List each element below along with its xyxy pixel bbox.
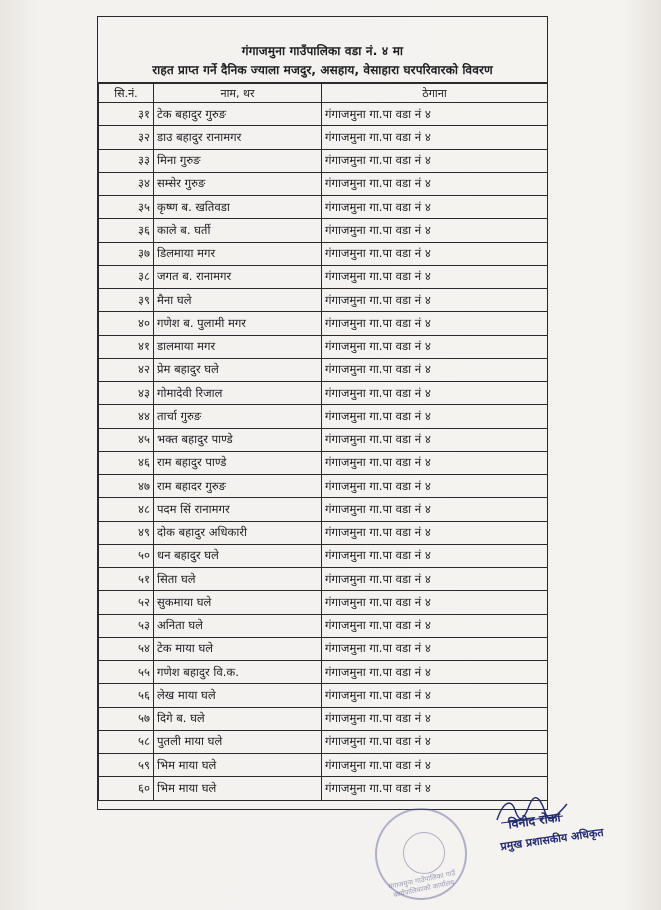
serial-number-cell: ३८ bbox=[99, 265, 154, 288]
serial-number-cell: ४२ bbox=[99, 358, 154, 381]
name-cell: गोमादेवी रिजाल bbox=[154, 382, 322, 405]
address-cell: गंगाजमुना गा.पा वडा नं ४ bbox=[322, 382, 548, 405]
serial-number-cell: ४१ bbox=[99, 335, 154, 358]
table-row bbox=[99, 172, 548, 195]
address-cell: गंगाजमुना गा.पा वडा नं ४ bbox=[322, 684, 548, 707]
table-row bbox=[99, 428, 548, 451]
serial-number-cell: ३२ bbox=[99, 126, 154, 149]
table-row bbox=[99, 265, 548, 288]
serial-number-cell: ५४ bbox=[99, 637, 154, 660]
address-cell: गंगाजमुना गा.पा वडा नं ४ bbox=[322, 707, 548, 730]
address-cell: गंगाजमुना गा.पा वडा नं ४ bbox=[322, 614, 548, 637]
table-row bbox=[99, 289, 548, 312]
table-row bbox=[99, 451, 548, 474]
address-cell: गंगाजमुना गा.पा वडा नं ४ bbox=[322, 730, 548, 753]
table-row bbox=[99, 149, 548, 172]
table-row bbox=[99, 777, 548, 800]
name-cell: सम्सेर गुरुङ bbox=[154, 172, 322, 195]
table-row bbox=[99, 637, 548, 660]
address-cell: गंगाजमुना गा.पा वडा नं ४ bbox=[322, 544, 548, 567]
serial-number-cell: ३४ bbox=[99, 172, 154, 195]
address-cell: गंगाजमुना गा.पा वडा नं ४ bbox=[322, 498, 548, 521]
address-cell: गंगाजमुना गा.पा वडा नं ४ bbox=[322, 289, 548, 312]
table-row bbox=[99, 103, 548, 126]
table-row bbox=[99, 614, 548, 637]
serial-number-cell: ५९ bbox=[99, 754, 154, 777]
address-cell: गंगाजमुना गा.पा वडा नं ४ bbox=[322, 661, 548, 684]
name-cell: गणेश ब. पुलामी मगर bbox=[154, 312, 322, 335]
name-cell: कृष्ण ब. खतिवडा bbox=[154, 196, 322, 219]
name-cell: मिना गुरुङ bbox=[154, 149, 322, 172]
table-row bbox=[99, 661, 548, 684]
address-cell: गंगाजमुना गा.पा वडा नं ४ bbox=[322, 475, 548, 498]
serial-number-cell: ५१ bbox=[99, 568, 154, 591]
table-row bbox=[99, 568, 548, 591]
table-row bbox=[99, 591, 548, 614]
serial-number-cell: ३७ bbox=[99, 242, 154, 265]
address-cell: गंगाजमुना गा.पा वडा नं ४ bbox=[322, 335, 548, 358]
table-row bbox=[99, 405, 548, 428]
serial-number-cell: ४७ bbox=[99, 475, 154, 498]
table-row bbox=[99, 196, 548, 219]
address-cell: गंगाजमुना गा.पा वडा नं ४ bbox=[322, 126, 548, 149]
name-cell: भक्त बहादुर पाण्डे bbox=[154, 428, 322, 451]
address-cell: गंगाजमुना गा.पा वडा नं ४ bbox=[322, 451, 548, 474]
name-cell: टेक बहादुर गुरुङ bbox=[154, 103, 322, 126]
serial-number-cell: ३५ bbox=[99, 196, 154, 219]
document-header bbox=[98, 17, 547, 83]
name-cell: भिम माया घले bbox=[154, 777, 322, 800]
address-cell: गंगाजमुना गा.पा वडा नं ४ bbox=[322, 358, 548, 381]
serial-number-cell: ५५ bbox=[99, 661, 154, 684]
serial-number-cell: ५७ bbox=[99, 707, 154, 730]
serial-number-cell: ३३ bbox=[99, 149, 154, 172]
name-cell: प्रेम बहादुर घले bbox=[154, 358, 322, 381]
signer-name: विनोद रोका bbox=[507, 809, 562, 832]
name-cell: लेख माया घले bbox=[154, 684, 322, 707]
office-stamp bbox=[375, 808, 467, 900]
name-cell: मैना घले bbox=[154, 289, 322, 312]
serial-number-cell: ५६ bbox=[99, 684, 154, 707]
serial-number-cell: ३९ bbox=[99, 289, 154, 312]
address-cell: गंगाजमुना गा.पा वडा नं ४ bbox=[322, 428, 548, 451]
name-cell: दोक बहादुर अधिकारी bbox=[154, 521, 322, 544]
name-cell: पदम सिं रानामगर bbox=[154, 498, 322, 521]
name-cell: तार्चा गुरुङ bbox=[154, 405, 322, 428]
stamp-text: गंगाजमुना गाउँपालिका गाउँ कार्यपालिकाको कार्यालय bbox=[387, 869, 457, 900]
serial-number-cell: ४६ bbox=[99, 451, 154, 474]
address-cell: गंगाजमुना गा.पा वडा नं ४ bbox=[322, 754, 548, 777]
serial-number-cell: ४८ bbox=[99, 498, 154, 521]
serial-number-cell: ४४ bbox=[99, 405, 154, 428]
name-cell: टेक माया घले bbox=[154, 637, 322, 660]
address-cell: गंगाजमुना गा.पा वडा नं ४ bbox=[322, 637, 548, 660]
table-row bbox=[99, 521, 548, 544]
serial-number-cell: ४३ bbox=[99, 382, 154, 405]
table-row bbox=[99, 475, 548, 498]
address-cell: गंगाजमुना गा.पा वडा नं ४ bbox=[322, 591, 548, 614]
table-row bbox=[99, 684, 548, 707]
address-cell: गंगाजमुना गा.पा वडा नं ४ bbox=[322, 777, 548, 800]
address-cell: गंगाजमुना गा.पा वडा नं ४ bbox=[322, 219, 548, 242]
name-cell: राम बहादर गुरुङ bbox=[154, 475, 322, 498]
address-cell: गंगाजमुना गा.पा वडा नं ४ bbox=[322, 242, 548, 265]
header-address: ठेगाना bbox=[322, 84, 548, 103]
address-cell: गंगाजमुना गा.पा वडा नं ४ bbox=[322, 103, 548, 126]
table-row bbox=[99, 707, 548, 730]
name-cell: पुतली माया घले bbox=[154, 730, 322, 753]
serial-number-cell: ५८ bbox=[99, 730, 154, 753]
table-row bbox=[99, 382, 548, 405]
name-cell: राम बहादुर पाण्डे bbox=[154, 451, 322, 474]
address-cell: गंगाजमुना गा.पा वडा नं ४ bbox=[322, 172, 548, 195]
table-row bbox=[99, 754, 548, 777]
name-cell: अनिता घले bbox=[154, 614, 322, 637]
table-row bbox=[99, 312, 548, 335]
name-cell: काले ब. घर्ती bbox=[154, 219, 322, 242]
document-sheet bbox=[97, 16, 548, 810]
address-cell: गंगाजमुना गा.पा वडा नं ४ bbox=[322, 568, 548, 591]
document-title: गंगाजमुना गाउँपालिका वडा नं. ४ मा bbox=[241, 44, 404, 58]
table-row bbox=[99, 544, 548, 567]
table-row bbox=[99, 498, 548, 521]
address-cell: गंगाजमुना गा.पा वडा नं ४ bbox=[322, 521, 548, 544]
beneficiary-table bbox=[98, 83, 548, 801]
name-cell: धन बहादुर घले bbox=[154, 544, 322, 567]
table-row bbox=[99, 730, 548, 753]
serial-number-cell: ५० bbox=[99, 544, 154, 567]
serial-number-cell: ३६ bbox=[99, 219, 154, 242]
table-row bbox=[99, 358, 548, 381]
serial-number-cell: ५२ bbox=[99, 591, 154, 614]
name-cell: गणेश बहादुर वि.क. bbox=[154, 661, 322, 684]
signer-title: प्रमुख प्रशासकीय अधिकृत bbox=[499, 825, 605, 854]
table-row bbox=[99, 126, 548, 149]
header-name: नाम, थर bbox=[154, 84, 322, 103]
table-header-row bbox=[99, 84, 548, 103]
table-row bbox=[99, 219, 548, 242]
name-cell: जगत ब. रानामगर bbox=[154, 265, 322, 288]
serial-number-cell: ३१ bbox=[99, 103, 154, 126]
document-subtitle: राहत प्राप्त गर्ने दैनिक ज्याला मजदुर, असहाय, वेसाहारा घरपरिवारको विवरण bbox=[152, 63, 493, 77]
table-row bbox=[99, 335, 548, 358]
serial-number-cell: ४५ bbox=[99, 428, 154, 451]
serial-number-cell: ४० bbox=[99, 312, 154, 335]
name-cell: डिलमाया मगर bbox=[154, 242, 322, 265]
name-cell: भिम माया घले bbox=[154, 754, 322, 777]
address-cell: गंगाजमुना गा.पा वडा नं ४ bbox=[322, 149, 548, 172]
stamp-emblem bbox=[403, 832, 445, 874]
address-cell: गंगाजमुना गा.पा वडा नं ४ bbox=[322, 196, 548, 219]
address-cell: गंगाजमुना गा.पा वडा नं ४ bbox=[322, 312, 548, 335]
name-cell: डाउ बहादुर रानामगर bbox=[154, 126, 322, 149]
serial-number-cell: ४९ bbox=[99, 521, 154, 544]
name-cell: डालमाया मगर bbox=[154, 335, 322, 358]
name-cell: सिता घले bbox=[154, 568, 322, 591]
name-cell: दिगे ब. घले bbox=[154, 707, 322, 730]
header-serial-number: सि.नं. bbox=[99, 84, 154, 103]
serial-number-cell: ५३ bbox=[99, 614, 154, 637]
name-cell: सुकमाया घले bbox=[154, 591, 322, 614]
address-cell: गंगाजमुना गा.पा वडा नं ४ bbox=[322, 265, 548, 288]
serial-number-cell: ६० bbox=[99, 777, 154, 800]
table-row bbox=[99, 242, 548, 265]
address-cell: गंगाजमुना गा.पा वडा नं ४ bbox=[322, 405, 548, 428]
